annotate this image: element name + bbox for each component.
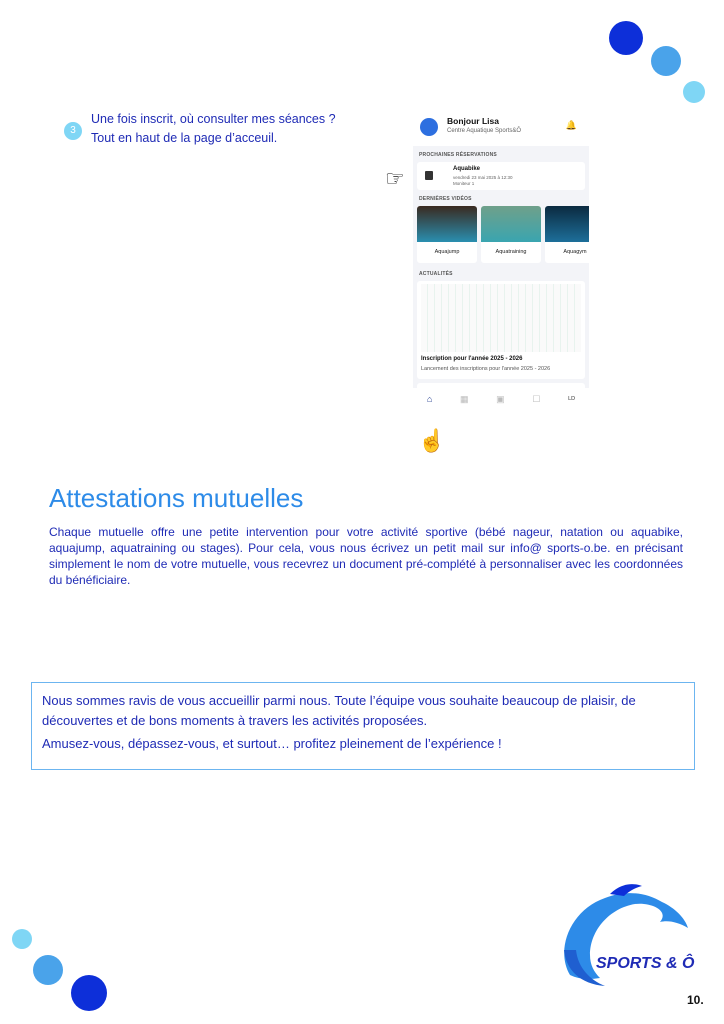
- decor-dot-mid: [651, 46, 681, 76]
- home-icon[interactable]: ⌂: [426, 394, 433, 404]
- grid-icon[interactable]: ▦: [459, 393, 469, 404]
- greeting: Bonjour Lisa: [447, 116, 499, 126]
- video-card[interactable]: [545, 206, 589, 263]
- step-number-badge: 3: [64, 122, 82, 140]
- decor-dot-dark: [609, 21, 643, 55]
- message-line-1: Nous sommes ravis de vous accueillir parmi nous. Toute l’équipe vous souhaite beaucoup de plaisir, de découvertes et de bons moments à travers les activités proposées.: [42, 693, 636, 728]
- dolphin-logo: [550, 880, 690, 990]
- decor-dot-light: [683, 81, 705, 103]
- decor-dot-light: [12, 929, 32, 949]
- section-news: ACTUALITÉS: [419, 271, 453, 277]
- calendar-tab-icon[interactable]: ▣: [496, 393, 505, 404]
- section-videos: DERNIÈRES VIDÉOS: [419, 196, 472, 202]
- step-text: [91, 110, 336, 148]
- message-line-2: Amusez-vous, dépassez-vous, et surtout… profitez pleinement de l’expérience !: [42, 736, 502, 751]
- step-answer: Tout en haut de la page d’acceuil.: [91, 131, 278, 145]
- reservation-name: Aquabike: [453, 166, 481, 172]
- pointing-hand-icon: ☞: [385, 166, 405, 191]
- pointer-hand-icon: ☝: [418, 428, 446, 453]
- brand-name: SPORTS & Ô: [596, 955, 695, 972]
- reservation-date: vendredi 23 mai 2025 à 12:30: [453, 175, 513, 180]
- cart-icon[interactable]: ☐: [532, 393, 541, 404]
- video-label: Aquatraining: [495, 249, 527, 255]
- decor-dot-dark: [71, 975, 107, 1011]
- center-name: Centre Aquatique Sports&Ô: [447, 128, 522, 134]
- video-thumbnail: [545, 206, 589, 242]
- section-title: Attestations mutuelles: [49, 483, 304, 513]
- video-list: [413, 206, 589, 263]
- bell-icon[interactable]: 🔔: [565, 120, 577, 130]
- news-subtitle: Lancement des inscriptions pour l'année 2025 - 2026: [421, 366, 551, 372]
- app-logo: [420, 118, 438, 136]
- video-label: Aquajump: [434, 249, 460, 255]
- news-card[interactable]: [417, 281, 585, 379]
- profile-tab[interactable]: LD: [568, 396, 576, 402]
- video-thumbnail: [481, 206, 541, 242]
- app-screenshot: [413, 110, 589, 410]
- page-number: 10.: [687, 993, 704, 1007]
- video-thumbnail: [417, 206, 477, 242]
- decor-dot-mid: [33, 955, 63, 985]
- section-body: Chaque mutuelle offre une petite intervention pour votre activité sportive (bébé nageur, natation ou aquabike, aquajump, aquatraining ou stages). Pour cela, vous nous écrivez un petit mail sur info@ sports-o.be. en précisant simplement le nom de votre mutuelle, vous recevrez un document pré-complété à personnaliser avec les coordonnées du bénéficiaire.: [49, 525, 683, 587]
- schedule-image: [421, 284, 581, 352]
- step-question: Une fois inscrit, où consulter mes séances ?: [91, 112, 336, 126]
- app-header: [413, 110, 589, 146]
- news-title: Inscription pour l'année 2025 - 2026: [421, 356, 523, 362]
- welcome-message-box: [31, 682, 695, 770]
- section-reservations: PROCHAINES RÉSERVATIONS: [419, 152, 497, 158]
- calendar-icon: [425, 171, 433, 180]
- video-card[interactable]: [481, 206, 541, 263]
- tab-bar: [413, 388, 589, 410]
- video-card[interactable]: [417, 206, 477, 263]
- video-label: Aquagym: [563, 249, 587, 255]
- reservation-card[interactable]: [417, 162, 585, 190]
- reservation-instructor: Moniteur 1: [453, 181, 475, 186]
